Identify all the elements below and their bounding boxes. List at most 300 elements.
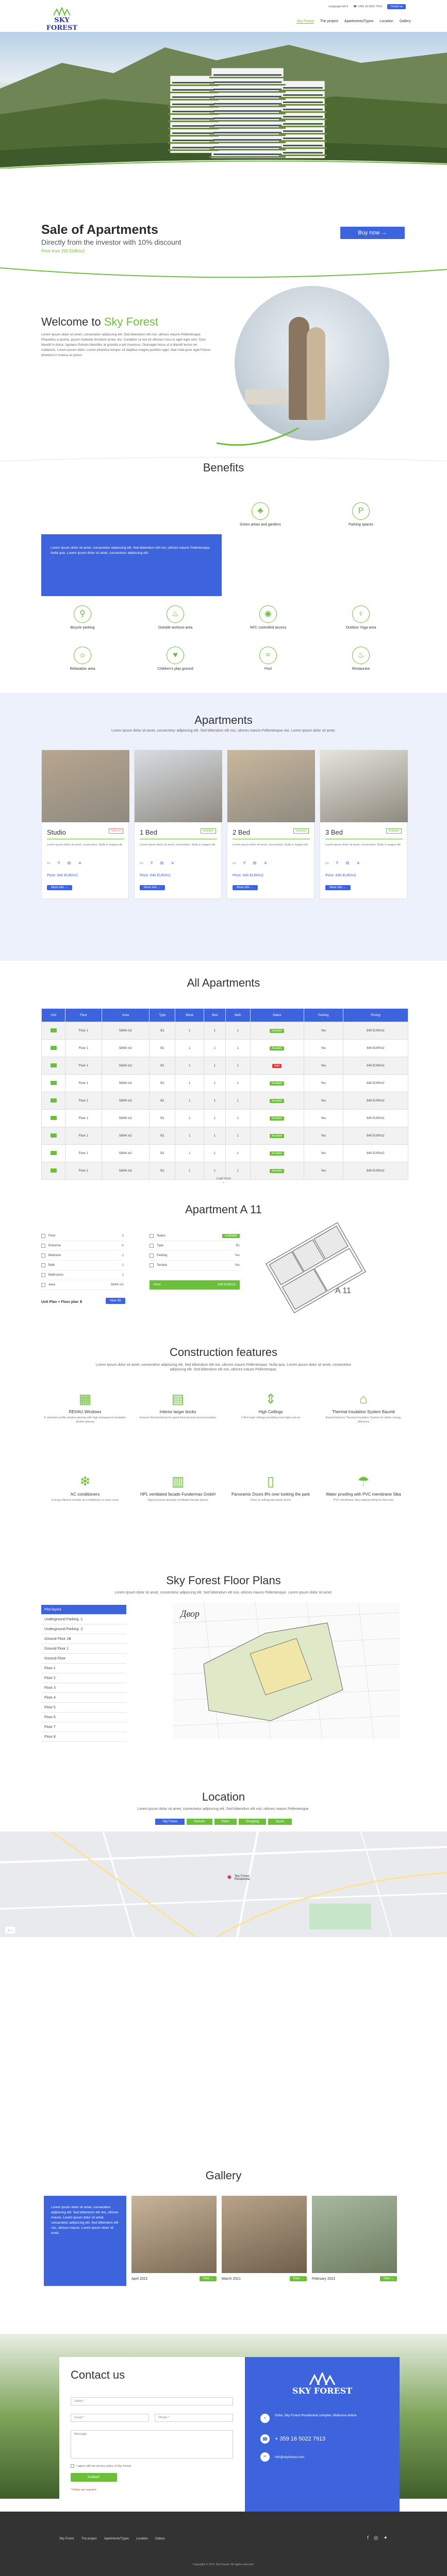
floor-plan-item[interactable]: Underground Parking -1 (41, 1615, 126, 1624)
floor-plan-item[interactable]: Floor 7 (41, 1722, 126, 1732)
table-cell: 1 (175, 1110, 204, 1127)
nav-item[interactable]: Gallery (399, 20, 411, 23)
table-cell: 58/64 m2 (102, 1162, 150, 1180)
required-note: * Fields are required (71, 2488, 96, 2492)
construction-feature (44, 1391, 126, 1424)
site-footer (0, 2512, 447, 2576)
parking-icon: P (352, 502, 370, 520)
contact-phone[interactable]: ☎ + 359 16 5022 7913 (260, 2434, 325, 2444)
table-cell: 1 (225, 1057, 250, 1075)
table-cell: 1 (225, 1162, 250, 1180)
balcony-greenery (209, 120, 286, 122)
tree-icon: ♣ (252, 502, 269, 520)
table-row[interactable] (42, 1022, 408, 1040)
nav-item[interactable]: The project (320, 20, 338, 23)
gallery-view-button[interactable]: View → (290, 2276, 307, 2281)
floor-plan-item[interactable]: Floor 2 (41, 1673, 126, 1683)
table-row[interactable] (42, 1075, 408, 1092)
more-info-button[interactable]: More info → (325, 885, 351, 890)
floor-plan-label: Двор (180, 1608, 200, 1619)
building-floor (213, 89, 282, 90)
feature-text: 5 chamber profile window glazing with high transparent insulation double glazing (44, 1416, 126, 1423)
location-tab[interactable]: Parks (214, 1819, 237, 1825)
table-cell: Yes (304, 1057, 343, 1075)
table-cell: 1 (204, 1110, 226, 1127)
location-intro: Lorem ipsum dolor sit amet, consectetur adipiscing elit. Sed bibendum elit nisi, ultrices mauris Pellentesque. (137, 1807, 310, 1811)
building-floor (283, 130, 323, 132)
building-floor (172, 140, 214, 141)
spec-icon (41, 1253, 45, 1258)
apartment-price: Price: 640 EUR/m2 (47, 874, 78, 877)
more-info-button[interactable]: More info → (233, 885, 258, 890)
location-title: Location (202, 1790, 245, 1803)
apartment-name: 2 Bed (233, 828, 250, 836)
table-cell: Floor 1 (65, 1040, 102, 1057)
floor-plan-item[interactable]: Floor 6 (41, 1713, 126, 1722)
construction-feature (229, 1391, 312, 1420)
gallery-view-button[interactable]: View → (380, 2276, 397, 2281)
table-row[interactable] (42, 1145, 408, 1162)
balcony-greenery (209, 134, 286, 136)
sale-price: Price from 250 EUR/m2 (41, 249, 85, 253)
table-cell: Floor 1 (65, 1092, 102, 1110)
apartment-price-bar: Price 640 EUR/m2 (150, 1280, 240, 1290)
table-cell: 1 (225, 1022, 250, 1040)
table-cell: 640 EUR/m2 (343, 1127, 408, 1145)
apartment-name: 1 Bed (140, 828, 157, 836)
top-info (328, 4, 406, 9)
unit-plan-icon[interactable] (51, 1081, 57, 1085)
more-info-button[interactable]: More info → (140, 885, 165, 890)
bicycle-icon: ⚲ (74, 605, 91, 623)
table-cell: 1 (225, 1092, 250, 1110)
feature-title: Thermal Insulation System Baumit (332, 1410, 395, 1414)
building-floor (283, 109, 323, 110)
benefit-label: Parking spaces (349, 523, 373, 527)
benefit-item (144, 605, 206, 630)
table-cell: B1 (150, 1040, 175, 1057)
table-cell (250, 1040, 304, 1057)
floor-plan-item[interactable]: Floor 1 (41, 1664, 126, 1673)
gallery-photo[interactable] (222, 2196, 307, 2273)
unit-plan-icon[interactable] (51, 1151, 57, 1155)
table-header[interactable]: Bed (204, 1009, 226, 1022)
feature-text: PVC membrane Sika waterproofing for flat roofs (333, 1499, 394, 1502)
table-cell: Yes (304, 1092, 343, 1110)
table-cell (250, 1022, 304, 1040)
benefit-label: Outdoor Yoga area (345, 626, 376, 630)
table-cell: B1 (150, 1145, 175, 1162)
table-cell: B1 (150, 1057, 175, 1075)
floorplan-label: A 11 (335, 1286, 351, 1295)
spec-icon (150, 1263, 154, 1267)
waterproofing-icon: ☂ (357, 1473, 370, 1489)
phone-icon: ☎ (260, 2434, 270, 2444)
map-pin-icon[interactable]: ● (227, 1873, 232, 1882)
feature-text: 2.85m high ceilings providing more light and air (241, 1416, 301, 1419)
apartments-intro: Lorem ipsum dolor sit amet, consectetur adipiscing elit. Sed bibendum elit nisi, ultrices mauris Pellentesque nisi. Lorem ipsum dolor sit amet. (111, 729, 336, 733)
feature-title: Panoramic Doors 8% over looking the park (231, 1492, 310, 1497)
benefit-label: Relaxation area (70, 667, 95, 671)
relax-icon: ☼ (74, 647, 91, 664)
contact-info-panel (245, 2357, 400, 2512)
table-header[interactable]: Block (175, 1009, 204, 1022)
table-cell: Yes (304, 1127, 343, 1145)
spec-icon (41, 1283, 45, 1287)
spec-label: Area (41, 1283, 55, 1287)
more-info-button[interactable]: More info → (47, 885, 72, 890)
floor-plan-item[interactable]: Ground Floor 1B (41, 1634, 126, 1644)
nav-item[interactable]: Sky Forest (296, 20, 314, 23)
social-icons (367, 2535, 388, 2541)
ac-icon: ❄ (79, 1473, 91, 1489)
table-cell: Yes (304, 1110, 343, 1127)
unit-plan-icon[interactable] (51, 1168, 57, 1173)
status-badge: Available (270, 1081, 284, 1086)
unit-plan-icon[interactable] (51, 1098, 57, 1103)
floor-plan-item[interactable]: Plot layout (41, 1605, 126, 1615)
spec-icon (150, 1234, 154, 1238)
building-floor (213, 154, 282, 155)
contact-logo: SKY FOREST (245, 2372, 400, 2396)
apartment-name: 3 Bed (325, 828, 343, 836)
window-icon: ▦ (78, 1391, 92, 1406)
header-phone[interactable]: ☎ +359 16 5022 7913 (353, 5, 383, 8)
location-tab[interactable]: Sky Forest (155, 1819, 185, 1825)
apartment-photo (135, 750, 222, 822)
unit-plan-icon[interactable] (51, 1063, 57, 1067)
table-cell: 1 (175, 1022, 204, 1040)
benefit-label: Outside workout area (158, 626, 193, 630)
spec-value: Yes (235, 1264, 240, 1267)
spec-icon (150, 1244, 154, 1248)
table-cell (250, 1127, 304, 1145)
table-header-row (42, 1009, 408, 1022)
person-woman (307, 327, 325, 420)
logo[interactable] (41, 7, 82, 35)
gallery-photo[interactable] (131, 2196, 217, 2273)
welcome-swoosh (217, 428, 299, 448)
table-cell: Floor 1 (65, 1145, 102, 1162)
buy-now-button[interactable]: Buy now → (340, 227, 405, 239)
gallery-title: Gallery (205, 2169, 242, 2182)
floor-plan-item[interactable]: Floor 5 (41, 1703, 126, 1713)
gallery-intro-box: Lorem ipsum dolor sit amet, consectetur adipiscing elit. Sed bibendum elit nisi, ultrices mauris. Lorem ipsum dolor sit amet, consectetur adipiscing elit. Sed bibendum elit nisi, ultrices mauris. Lorem ipsum dolor sit amet. (44, 2196, 126, 2286)
apartment-card[interactable] (320, 750, 407, 899)
feature-text: Energy efficient inverter air conditioners in each room (52, 1499, 119, 1502)
table-row[interactable] (42, 1092, 408, 1110)
spec-value: 58/64 m2 (110, 1283, 124, 1286)
spec-label: Status (150, 1234, 165, 1238)
apartment-card[interactable] (41, 750, 129, 899)
table-cell: 1 (204, 1162, 226, 1180)
table-cell: 640 EUR/m2 (343, 1057, 408, 1075)
location-tab[interactable]: Sports (268, 1819, 291, 1825)
building-floor (283, 138, 323, 139)
apartment-feature-icons: ▭ ⚲ ▤ ⇲ (325, 861, 363, 865)
language-selector[interactable]: Language EN ▾ (328, 5, 349, 8)
panoramic-door-icon: ▯ (267, 1473, 275, 1489)
floor-plan-item[interactable]: Floor 4 (41, 1693, 126, 1703)
status-badge: Available (270, 1169, 284, 1173)
benefit-item (330, 647, 392, 671)
construction-feature (137, 1473, 219, 1502)
balcony-greenery (279, 140, 327, 142)
unit-plan-link[interactable]: Unit Plan + Floor plan ⬇ (41, 1300, 82, 1304)
gallery-view-button[interactable]: View → (200, 2276, 217, 2281)
phone-input[interactable]: Phone * (155, 2414, 233, 2422)
spec-value: Yes (235, 1254, 240, 1257)
table-header[interactable]: Area (102, 1009, 150, 1022)
spec-value: 1 (122, 1254, 124, 1257)
table-header[interactable]: Unit (42, 1009, 65, 1022)
building-floor (213, 132, 282, 133)
gallery-photo[interactable] (312, 2196, 397, 2273)
table-cell (250, 1057, 304, 1075)
benefit-item (330, 502, 392, 527)
apartment-feature-icons: ▭ ⚲ ▤ ⇲ (47, 861, 85, 865)
table-cell: 1 (175, 1057, 204, 1075)
facebook-icon[interactable]: f (367, 2535, 369, 2541)
twitter-icon[interactable]: ✦ (383, 2535, 388, 2541)
table-cell: 640 EUR/m2 (343, 1145, 408, 1162)
table-cell: 1 (225, 1075, 250, 1092)
message-input[interactable]: Message (71, 2430, 233, 2459)
apartment-card[interactable] (227, 750, 314, 899)
table-cell (250, 1092, 304, 1110)
apartment-feature-icons: ▭ ⚲ ▤ ⇲ (233, 861, 270, 865)
building-floor (213, 74, 282, 76)
table-cell: 58/64 m2 (102, 1022, 150, 1040)
table-cell: B1 (150, 1127, 175, 1145)
table-row[interactable] (42, 1040, 408, 1057)
balcony-greenery (279, 90, 327, 91)
benefits-wave (0, 453, 447, 464)
balcony-greenery (209, 142, 286, 143)
spec-label: Parking (150, 1253, 167, 1258)
table-cell (42, 1127, 65, 1145)
apartments-section (0, 693, 447, 961)
footer-link[interactable]: Gallery (155, 2537, 165, 2540)
building-floor (213, 81, 282, 83)
contact-title: Contact us (71, 2368, 125, 2381)
email-input[interactable]: Email * (71, 2414, 149, 2422)
table-cell: Yes (304, 1162, 343, 1180)
spec-value: 1 (122, 1264, 124, 1267)
building-floor (283, 101, 323, 103)
table-cell: 1 (204, 1022, 226, 1040)
building-floor (213, 96, 282, 97)
table-cell (250, 1110, 304, 1127)
map-pin-label: Sky Forest Residential (235, 1875, 250, 1881)
building-floor (213, 139, 282, 141)
location-map[interactable] (0, 1832, 447, 1937)
name-input[interactable]: Name * (71, 2397, 233, 2405)
spec-value: 1 (122, 1234, 124, 1238)
spec-label: Type (150, 1244, 163, 1248)
ceiling-icon: ⇕ (265, 1391, 276, 1406)
benefit-label: Children's play ground (157, 667, 193, 671)
table-header[interactable]: Floor (65, 1009, 102, 1022)
floor-plan-item[interactable]: Floor 3 (41, 1683, 126, 1693)
floor-plan-drawing (173, 1602, 400, 1739)
terrace-chair (245, 389, 286, 404)
table-header[interactable]: Type (150, 1009, 175, 1022)
building-floor (283, 116, 323, 117)
table-cell: Yes (304, 1040, 343, 1057)
table-header[interactable]: Status (250, 1009, 304, 1022)
table-cell: 640 EUR/m2 (343, 1075, 408, 1092)
footer-link[interactable]: Location (136, 2537, 148, 2540)
floor-plan-item[interactable]: Ground Floor (41, 1654, 126, 1664)
balcony-greenery (209, 113, 286, 114)
building-floor (172, 147, 214, 148)
apartment-specs-left (41, 1231, 124, 1290)
floor-plan-item[interactable]: Underground Parking -2 (41, 1624, 126, 1634)
benefit-item (229, 502, 291, 527)
benefit-label: Restaurant (352, 667, 370, 671)
header-contact-button[interactable]: Contact us (387, 4, 406, 9)
construction-feature (322, 1391, 405, 1424)
construction-feature (229, 1473, 312, 1502)
spec-row (150, 1231, 240, 1241)
gallery-date: March 2021 (222, 2277, 241, 2281)
table-cell: 1 (175, 1075, 204, 1092)
balcony-greenery (279, 155, 327, 156)
feature-text: Floor to ceiling panoramic doors (250, 1499, 291, 1502)
facade-icon: ▥ (171, 1473, 185, 1489)
benefits-intro-box: Lorem ipsum dolor sit amet, consectetur adipiscing elit. Sed bibendum elit nisi, ultrices mauris Pellentesque. Nulla quis. Lorem ipsum dolor sit amet, consectetur adipiscing elit. (41, 534, 222, 596)
view-3d-button[interactable]: View 3D (106, 1298, 125, 1304)
table-cell: B1 (150, 1092, 175, 1110)
map-zoom-controls[interactable]: ＋ − (5, 1927, 15, 1934)
availability-badge: Available (386, 828, 402, 834)
welcome-title: Welcome to Sky Forest (41, 315, 158, 328)
apartment-description: Lorem ipsum dolor sit amet, consectetur. Nulla in magna elit. (325, 843, 402, 846)
building-floor (283, 145, 323, 146)
building-floor (172, 104, 214, 105)
table-header[interactable]: Bath (225, 1009, 250, 1022)
table-cell: 640 EUR/m2 (343, 1110, 408, 1127)
building-floor (213, 117, 282, 119)
building-floor (213, 103, 282, 105)
submit-button[interactable]: SUBMIT (71, 2473, 117, 2482)
building-floor (172, 96, 214, 98)
gallery-caption (312, 2276, 397, 2281)
unit-plan-icon[interactable] (51, 1046, 57, 1050)
feature-text: Exterior thermal bricks for good thermal and sound insulation (139, 1416, 217, 1419)
unit-plan-icon[interactable] (51, 1133, 57, 1138)
spec-row (41, 1261, 124, 1270)
privacy-checkbox[interactable]: I agree with the privacy policy of Sky Forest (71, 2464, 131, 2468)
table-cell: Floor 1 (65, 1057, 102, 1075)
feature-title: Interior larger bricks (159, 1410, 196, 1414)
balcony-greenery (279, 126, 327, 127)
table-cell: Yes (304, 1145, 343, 1162)
table-cell: 1 (175, 1040, 204, 1057)
spec-row (41, 1231, 124, 1241)
apartment-feature-icons: ▭ ⚲ ▤ ⇲ (140, 861, 177, 865)
nav-item[interactable]: Apartments/Types (344, 20, 374, 23)
footer-link[interactable]: Apartments/Types (104, 2537, 129, 2540)
apartment-photo (320, 750, 408, 822)
floor-plan-item[interactable]: Floor 8 (41, 1732, 126, 1742)
footer-link[interactable]: Sky Forest (59, 2537, 74, 2540)
yoga-icon: ♀ (352, 605, 370, 623)
building-floor (172, 125, 214, 127)
email-icon: ✉ (260, 2452, 270, 2462)
benefit-label: Green areas and gardens (240, 523, 281, 527)
bricks-icon: ▤ (171, 1391, 185, 1406)
nav-item[interactable]: Location (379, 20, 393, 23)
table-row[interactable] (42, 1057, 408, 1075)
apartment-card[interactable] (134, 750, 222, 899)
status-badge: Sold (272, 1064, 282, 1068)
table-header[interactable]: Parking (304, 1009, 343, 1022)
table-cell: B1 (150, 1075, 175, 1092)
sale-title: Sale of Apartments (41, 223, 158, 237)
table-row[interactable] (42, 1110, 408, 1127)
restaurant-icon: ♨ (352, 647, 370, 664)
availability-badge: Available (293, 828, 309, 834)
load-more-button[interactable]: Load more ⌄ (216, 1177, 231, 1184)
table-cell (42, 1022, 65, 1040)
apartment-price: Price: 640 EUR/m2 (325, 874, 356, 877)
table-header[interactable]: Pricing (343, 1009, 408, 1022)
spec-icon (41, 1273, 45, 1277)
table-row[interactable] (42, 1127, 408, 1145)
balcony-greenery (279, 147, 327, 149)
unit-plan-icon[interactable] (51, 1028, 57, 1032)
benefit-item (330, 605, 392, 630)
apartment-price: Price: 640 EUR/m2 (233, 874, 263, 877)
feature-title: High Ceilings (258, 1410, 283, 1414)
spec-value: Available (222, 1234, 240, 1238)
balcony-greenery (209, 98, 286, 100)
building-floor (283, 123, 323, 125)
location-tab[interactable]: Shopping (239, 1819, 266, 1825)
table-cell (42, 1040, 65, 1057)
spec-label: Entrance (41, 1244, 61, 1248)
footer-link[interactable]: The project (81, 2537, 97, 2540)
checkbox-icon[interactable] (71, 2464, 74, 2468)
apartment-floorplan (258, 1218, 376, 1321)
floor-plan-item[interactable]: Ground Floor 1 (41, 1644, 126, 1654)
unit-plan-icon[interactable] (51, 1116, 57, 1120)
table-cell: 1 (204, 1092, 226, 1110)
all-apartments-title: All Apartments (187, 976, 260, 989)
table-cell: Floor 1 (65, 1075, 102, 1092)
table-cell: 640 EUR/m2 (343, 1022, 408, 1040)
feature-title: AC conditioners (70, 1492, 100, 1497)
instagram-icon[interactable]: ◎ (373, 2535, 378, 2541)
table-cell (42, 1075, 65, 1092)
spec-label: Bathrooms (41, 1273, 63, 1277)
table-cell: 58/64 m2 (102, 1145, 150, 1162)
building-floor (172, 89, 214, 91)
table-cell: Floor 1 (65, 1022, 102, 1040)
location-tab[interactable]: Schools (187, 1819, 212, 1825)
apartment-description: Lorem ipsum dolor sit amet, consectetur. Nulla in magna elit. (233, 843, 309, 846)
table-cell: Floor 1 (65, 1162, 102, 1180)
spec-row (41, 1251, 124, 1261)
table-cell: 58/64 m2 (102, 1127, 150, 1145)
table-cell: 58/64 m2 (102, 1040, 150, 1057)
logo-text: SKY FOREST (46, 16, 78, 32)
contact-email[interactable]: ✉ info@skyforest.com (260, 2452, 304, 2462)
contact-logo-icon (307, 2372, 338, 2385)
apartment-photo (227, 750, 315, 822)
